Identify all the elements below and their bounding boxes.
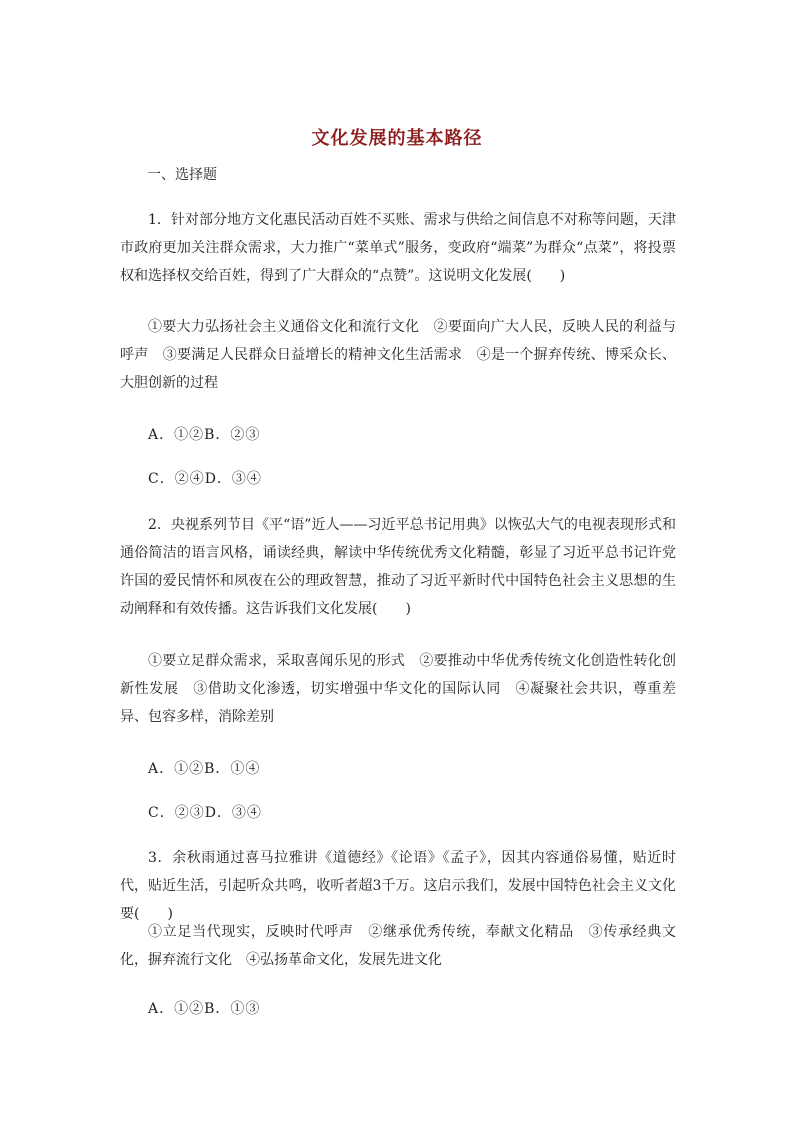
- section-heading: 一、选择题: [147, 167, 217, 183]
- question-2-stem: 2．央视系列节目《平“语”近人——习近平总书记用典》以恢弘大气的电视表现形式和通俗简洁的语言风格，诵读经典，解读中华传统优秀文化精髓，彰显了习近平总书记许党许国的爱民情怀和夙夜在公的理政智慧，推动了习近平新时代中国特色社会主义思想的生动阐释和有效传播。这告诉我们文化发展( ): [120, 517, 676, 617]
- question-1-stem: 1．针对部分地方文化惠民活动百姓不买账、需求与供给之间信息不对称等问题，天津市政府更加关注群众需求，大力推广“菜单式”服务，变政府“端菜”为群众“点菜”，将投票权和选择权交给百姓，得到了广大群众的“点赞”。这说明文化发展( ): [120, 212, 676, 284]
- question-2-items: ①要立足群众需求，采取喜闻乐见的形式 ②要推动中华优秀传统文化创造性转化创新性发展 ③借助文化渗透，切实增强中华文化的国际认同 ④凝聚社会共识，尊重差异、包容多样，消除差别: [120, 653, 676, 725]
- question-2-options-cd: C．②③D．③④: [148, 805, 262, 821]
- question-1-items: ①要大力弘扬社会主义通俗文化和流行文化 ②要面向广大人民，反映人民的利益与呼声 ③要满足人民群众日益增长的精神文化生活需求 ④是一个摒弃传统、博采众长、大胆创新的过程: [120, 319, 676, 391]
- question-1-options-cd: C．②④D．③④: [148, 471, 262, 487]
- question-3-stem: 3．余秋雨通过喜马拉雅讲《道德经》《论语》《孟子》，因其内容通俗易懂，贴近时代，贴近生活，引起听众共鸣，收听者超3千万。这启示我们，发展中国特色社会主义文化要( ): [120, 850, 676, 922]
- question-1-options-ab: A．①②B．②③: [148, 427, 261, 443]
- question-3-items: ①立足当代现实，反映时代呼声 ②继承优秀传统，奉献文化精品 ③传承经典文化，摒弃流行文化 ④弘扬革命文化，发展先进文化: [120, 924, 676, 968]
- question-2-options-ab: A．①②B．①④: [148, 761, 261, 777]
- document-title: 文化发展的基本路径: [311, 128, 483, 149]
- question-3-options-ab: A．①②B．①③: [148, 1001, 261, 1017]
